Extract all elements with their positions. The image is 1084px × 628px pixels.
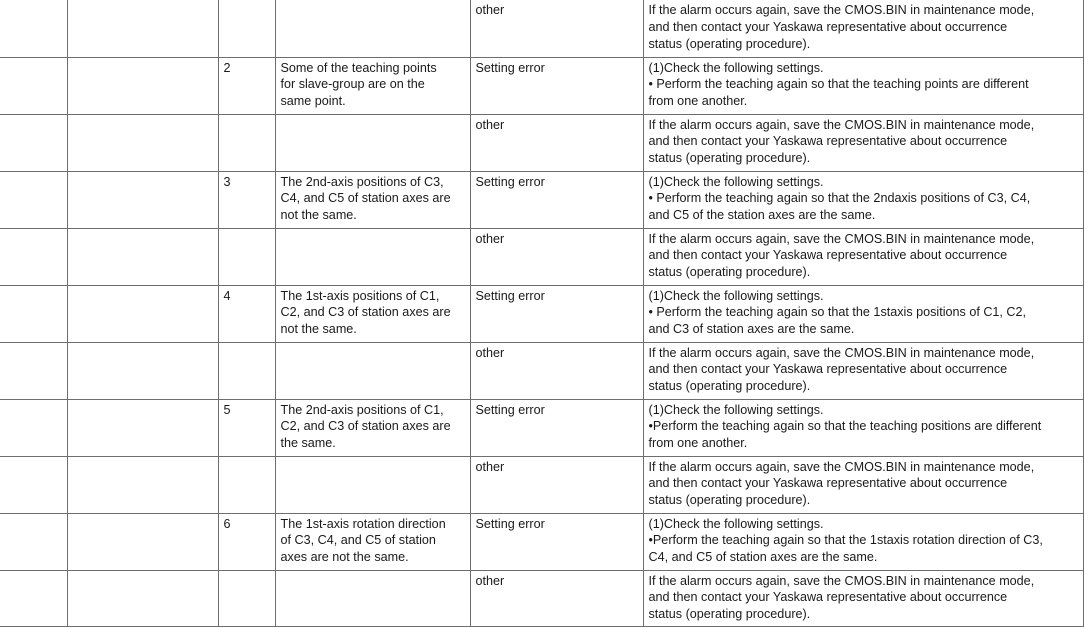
alarm-number-cell <box>0 228 67 285</box>
check-item-cell: Setting error <box>470 171 643 228</box>
cause-cell <box>275 456 470 513</box>
table-row <box>0 570 1083 626</box>
cause-cell <box>275 114 470 171</box>
cause-line: not the same. <box>280 322 357 337</box>
remedy-line: • Perform the teaching again so that the 2ndaxis positions of C3, C4, <box>648 191 1031 206</box>
alarm-number-cell <box>0 456 67 513</box>
remedy-line: • Perform the teaching again so that the teaching points are different <box>648 77 1029 92</box>
check-item-cell: Setting error <box>470 513 643 570</box>
remedy-line: status (operating procedure). <box>648 151 811 166</box>
table-row <box>0 399 1083 456</box>
sub-code-cell <box>67 57 218 114</box>
check-item-cell: other <box>470 228 643 285</box>
cause-cell <box>275 342 470 399</box>
remedy-line: from one another. <box>648 94 748 109</box>
cause-cell <box>275 513 470 570</box>
sub-code-cell <box>67 570 218 626</box>
sub-code-cell <box>67 513 218 570</box>
row-number-cell <box>218 114 275 171</box>
check-item-cell: Setting error <box>470 57 643 114</box>
remedy-cell <box>643 114 1083 171</box>
cause-line: The 2nd-axis positions of C3, <box>280 174 444 189</box>
remedy-line: If the alarm occurs again, save the CMOS.BIN in maintenance mode, <box>648 3 1035 17</box>
cause-cell <box>275 57 470 114</box>
row-number-cell: 3 <box>218 171 275 228</box>
check-item-cell: other <box>470 342 643 399</box>
row-number-cell <box>218 0 275 57</box>
remedy-line: status (operating procedure). <box>648 493 811 508</box>
cause-cell <box>275 0 470 57</box>
cause-cell <box>275 570 470 626</box>
remedy-cell <box>643 228 1083 285</box>
cause-cell <box>275 171 470 228</box>
cause-line: The 1st-axis rotation direction <box>280 516 446 531</box>
table-row <box>0 342 1083 399</box>
alarm-number-cell <box>0 342 67 399</box>
table-row <box>0 171 1083 228</box>
row-number-cell: 2 <box>218 57 275 114</box>
sub-code-cell <box>67 285 218 342</box>
remedy-line: (1)Check the following settings. <box>648 402 824 417</box>
remedy-line: and then contact your Yaskawa representative about occurrence <box>648 19 1008 34</box>
remedy-line: If the alarm occurs again, save the CMOS.BIN in maintenance mode, <box>648 117 1035 132</box>
remedy-line: •Perform the teaching again so that the teaching positions are different <box>648 419 1042 434</box>
check-item-cell: other <box>470 0 643 57</box>
check-item-cell: other <box>470 456 643 513</box>
remedy-line: and C3 of station axes are the same. <box>648 322 855 337</box>
alarm-number-cell <box>0 114 67 171</box>
alarm-number-cell <box>0 513 67 570</box>
table-row <box>0 114 1083 171</box>
remedy-line: (1)Check the following settings. <box>648 174 824 189</box>
remedy-line: and then contact your Yaskawa representative about occurrence <box>648 476 1008 491</box>
alarm-number-cell <box>0 0 67 57</box>
cause-cell <box>275 285 470 342</box>
sub-code-cell <box>67 171 218 228</box>
table-row <box>0 228 1083 285</box>
remedy-line: and then contact your Yaskawa representative about occurrence <box>648 362 1008 377</box>
remedy-line: •Perform the teaching again so that the 1staxis rotation direction of C3, <box>648 533 1043 548</box>
remedy-line: and C5 of the station axes are the same. <box>648 208 876 223</box>
cause-cell <box>275 399 470 456</box>
remedy-line: If the alarm occurs again, save the CMOS.BIN in maintenance mode, <box>648 231 1035 246</box>
remedy-cell <box>643 0 1083 57</box>
remedy-cell <box>643 57 1083 114</box>
remedy-line: and then contact your Yaskawa representative about occurrence <box>648 590 1008 605</box>
remedy-line: from one another. <box>648 436 748 451</box>
cause-line: of C3, C4, and C5 of station <box>280 533 436 548</box>
remedy-line: status (operating procedure). <box>648 265 811 280</box>
cause-line: not the same. <box>280 208 357 223</box>
remedy-line: If the alarm occurs again, save the CMOS.BIN in maintenance mode, <box>648 345 1035 360</box>
cause-line: same point. <box>280 94 346 109</box>
alarm-number-cell <box>0 399 67 456</box>
cause-line: The 2nd-axis positions of C1, <box>280 402 444 417</box>
cause-line: axes are not the same. <box>280 550 409 565</box>
table-row <box>0 513 1083 570</box>
sub-code-cell <box>67 456 218 513</box>
remedy-line: (1)Check the following settings. <box>648 60 824 75</box>
remedy-line: (1)Check the following settings. <box>648 516 824 531</box>
check-item-cell: Setting error <box>470 285 643 342</box>
remedy-line: and then contact your Yaskawa representative about occurrence <box>648 134 1008 149</box>
sub-code-cell <box>67 342 218 399</box>
cause-line: C2, and C3 of station axes are <box>280 419 451 434</box>
remedy-cell <box>643 513 1083 570</box>
remedy-line: If the alarm occurs again, save the CMOS.BIN in maintenance mode, <box>648 459 1035 474</box>
row-number-cell: 6 <box>218 513 275 570</box>
sub-code-cell <box>67 399 218 456</box>
table-row <box>0 57 1083 114</box>
alarm-number-cell <box>0 285 67 342</box>
sub-code-cell <box>67 114 218 171</box>
remedy-line: • Perform the teaching again so that the 1staxis positions of C1, C2, <box>648 305 1027 320</box>
table-row <box>0 285 1083 342</box>
cause-line: the same. <box>280 436 336 451</box>
remedy-cell <box>643 285 1083 342</box>
remedy-line: C4, and C5 of station axes are the same. <box>648 550 878 565</box>
row-number-cell: 4 <box>218 285 275 342</box>
sub-code-cell <box>67 228 218 285</box>
remedy-line: status (operating procedure). <box>648 607 811 622</box>
table-row <box>0 456 1083 513</box>
row-number-cell <box>218 228 275 285</box>
remedy-line: status (operating procedure). <box>648 36 811 51</box>
check-item-cell: Setting error <box>470 399 643 456</box>
remedy-cell <box>643 399 1083 456</box>
check-item-cell: other <box>470 570 643 626</box>
alarm-number-cell <box>0 570 67 626</box>
remedy-line: status (operating procedure). <box>648 379 811 394</box>
check-item-cell: other <box>470 114 643 171</box>
cause-line: Some of the teaching points <box>280 60 437 75</box>
table-row <box>0 0 1083 57</box>
cause-line: C2, and C3 of station axes are <box>280 305 451 320</box>
cause-line: C4, and C5 of station axes are <box>280 191 451 206</box>
cause-line: The 1st-axis positions of C1, <box>280 288 440 303</box>
alarm-number-cell <box>0 57 67 114</box>
remedy-cell <box>643 342 1083 399</box>
row-number-cell <box>218 570 275 626</box>
sub-code-cell <box>67 0 218 57</box>
remedy-cell <box>643 570 1083 626</box>
remedy-line: and then contact your Yaskawa representative about occurrence <box>648 248 1008 263</box>
remedy-cell <box>643 171 1083 228</box>
alarm-number-cell <box>0 171 67 228</box>
remedy-cell <box>643 456 1083 513</box>
row-number-cell <box>218 456 275 513</box>
remedy-line: If the alarm occurs again, save the CMOS.BIN in maintenance mode, <box>648 573 1035 588</box>
row-number-cell: 5 <box>218 399 275 456</box>
cause-cell <box>275 228 470 285</box>
row-number-cell <box>218 342 275 399</box>
cause-line: for slave-group are on the <box>280 77 425 92</box>
remedy-line: (1)Check the following settings. <box>648 288 824 303</box>
